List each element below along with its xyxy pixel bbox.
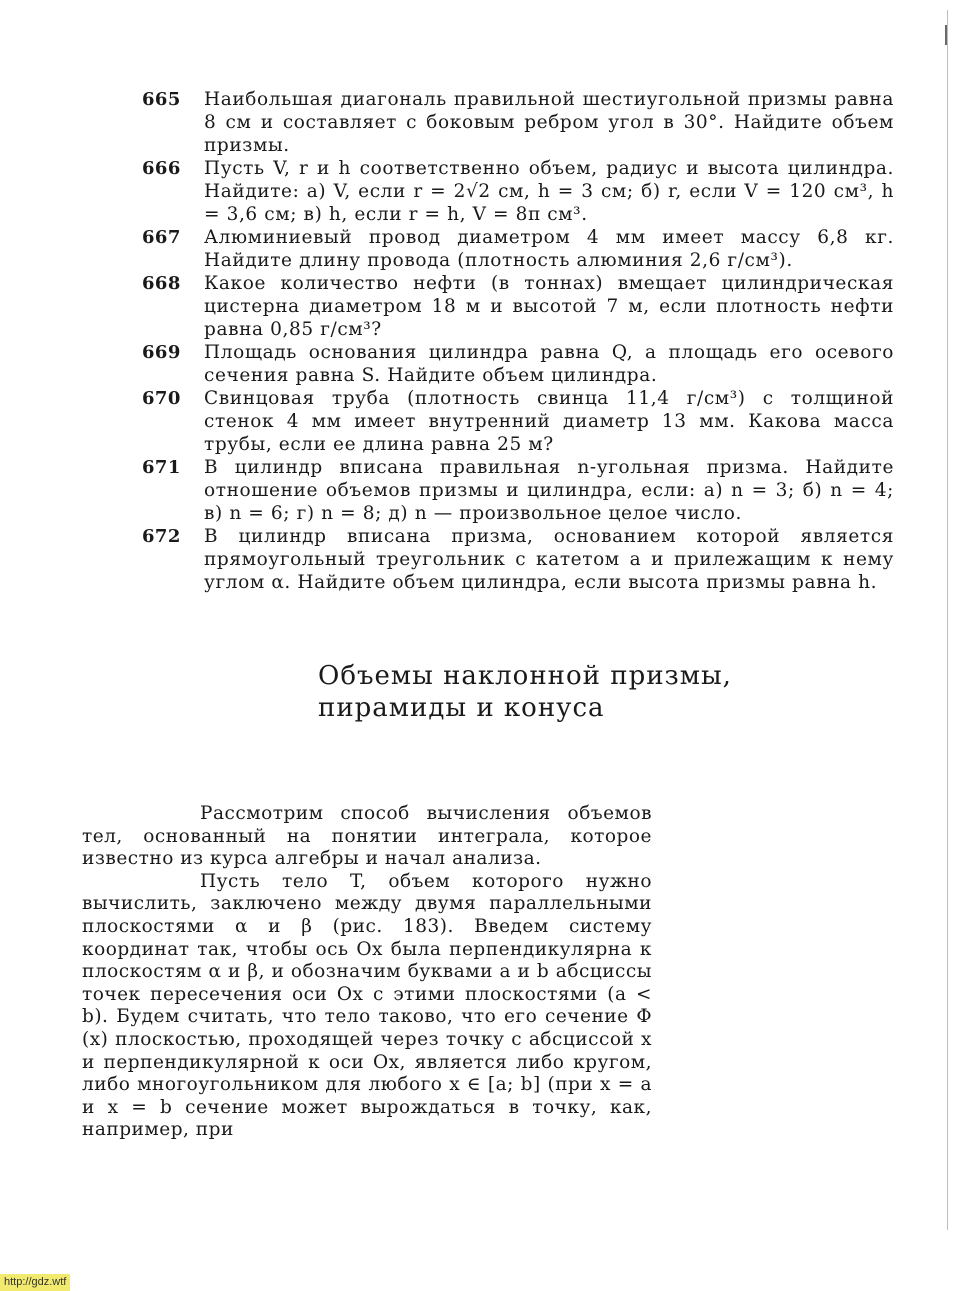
exercise-text: Свинцовая труба (плотность свинца 11,4 г/см³) с толщиной стенок 4 мм имеет внутренний диаметр 13 мм. Какова масса трубы, если ее длина равна 25 м?	[204, 388, 894, 455]
section-body	[82, 803, 652, 1142]
exercise-number: 672	[142, 526, 181, 547]
exercise-number: 666	[142, 158, 181, 179]
exercise-item	[142, 226, 894, 272]
exercise-number: 665	[142, 89, 181, 110]
exercise-number: 667	[142, 227, 181, 248]
body-paragraph: Пусть тело T, объем которого нужно вычислить, заключено между двумя параллельными плоскостями α и β (рис. 183). Введем систему координат так, чтобы ось Ox была перпендикулярна к плоскостям α и β, и обозначим буквами a и b абсциссы точек пересечения оси Ox с этими плоскостями (a < b). Будем считать, что тело таково, что его сечение Φ (x) плоскостью, проходящей через точку с абсциссой x и перпендикулярной к оси Ox, является либо кругом, либо многоугольником для любого x ∈ [a; b] (при x = a и x = b сечение может вырождаться в точку, как, например, при	[82, 870, 652, 1141]
section-heading	[318, 660, 798, 724]
exercise-item	[142, 157, 894, 226]
exercise-text: Какое количество нефти (в тоннах) вмещает цилиндрическая цистерна диаметром 18 м и высотой 7 м, если плотность нефти равна 0,85 г/см³?	[204, 273, 894, 340]
exercise-text: Пусть V, r и h соответственно объем, радиус и высота цилиндра. Найдите: а) V, если r = 2√2 см, h = 3 см; б) r, если V = 120 см³, h = 3,6 см; в) h, если r = h, V = 8π см³.	[204, 158, 894, 225]
exercise-item	[142, 88, 894, 157]
watermark-link[interactable]: http://gdz.wtf	[0, 1274, 70, 1291]
exercise-item	[142, 272, 894, 341]
section-heading-line-1: Объемы наклонной призмы,	[318, 661, 732, 691]
exercise-number: 670	[142, 388, 181, 409]
section-heading-line-2: пирамиды и конуса	[318, 693, 605, 723]
exercise-text: В цилиндр вписана правильная n-угольная призма. Найдите отношение объемов призмы и цилиндра, если: а) n = 3; б) n = 4; в) n = 6; г) n = 8; д) n — произвольное целое число.	[204, 457, 894, 524]
exercise-item	[142, 387, 894, 456]
exercise-number: 671	[142, 457, 181, 478]
scan-edge-line	[947, 10, 948, 1230]
exercise-number: 669	[142, 342, 181, 363]
exercise-list	[142, 88, 894, 594]
body-paragraph: Рассмотрим способ вычисления объемов тел, основанный на понятии интеграла, которое известно из курса алгебры и начал анализа.	[82, 803, 652, 870]
exercise-text: Алюминиевый провод диаметром 4 мм имеет массу 6,8 кг. Найдите длину провода (плотность алюминия 2,6 г/см³).	[204, 227, 894, 271]
exercise-text: В цилиндр вписана призма, основанием которой является прямоугольный треугольник с катетом a и прилежащим к нему углом α. Найдите объем цилиндра, если высота призмы равна h.	[204, 526, 894, 593]
exercise-number: 668	[142, 273, 181, 294]
scan-edge-mark	[945, 25, 947, 45]
exercise-item	[142, 525, 894, 594]
exercise-item	[142, 341, 894, 387]
exercise-text: Наибольшая диагональ правильной шестиугольной призмы равна 8 см и составляет с боковым ребром угол в 30°. Найдите объем призмы.	[204, 89, 894, 156]
exercise-text: Площадь основания цилиндра равна Q, а площадь его осевого сечения равна S. Найдите объем цилиндра.	[204, 342, 894, 386]
exercise-item	[142, 456, 894, 525]
